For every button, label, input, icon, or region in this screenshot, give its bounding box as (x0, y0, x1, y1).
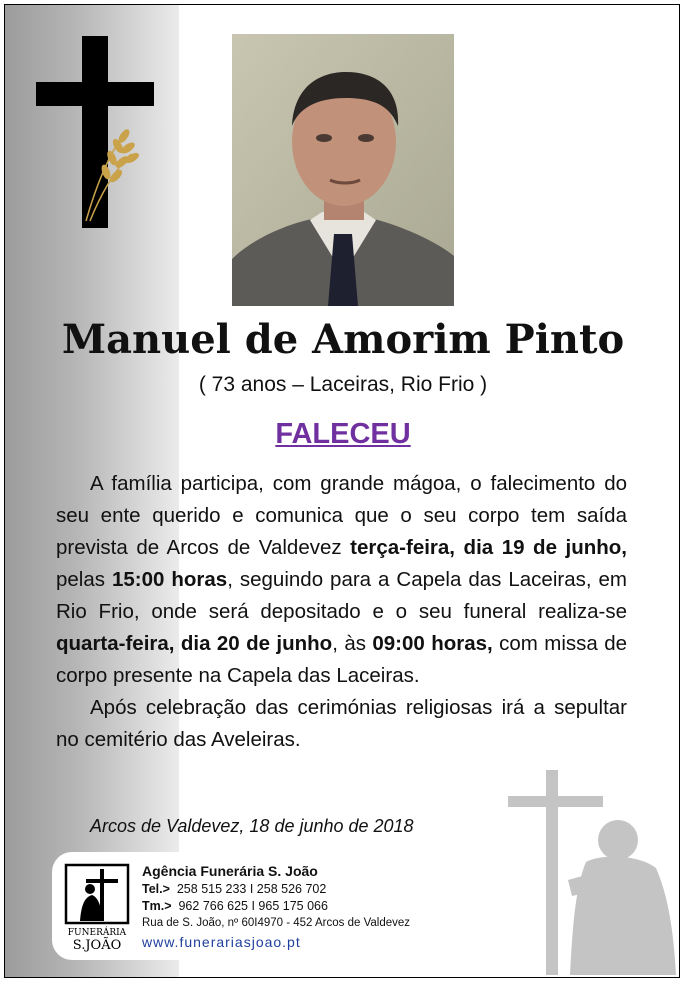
announcement-paragraph-2: Após celebração das cerimónias religiosas irá a sepultar no cemitério das Aveleiras. (56, 696, 627, 751)
agency-logo-word-1: FUNERÁRIA (67, 928, 127, 938)
deceased-name: Manuel de Amorim Pinto (61, 316, 625, 363)
agency-name: Agência Funerária S. João (142, 863, 318, 879)
date-line: Arcos de Valdevez, 18 de junho de 2018 (90, 816, 414, 836)
agency-tel: Tel.> 258 515 233 I 258 526 702 (142, 882, 327, 896)
portrait-photo (232, 34, 454, 306)
faleceu-heading: FALECEU (275, 418, 411, 450)
agency-address: Rua de S. João, nº 60I4970 - 452 Arcos de Valdevez (142, 917, 411, 929)
agency-website-link[interactable]: www.funerariasjoao.pt (142, 934, 301, 950)
agency-logo (64, 863, 130, 953)
agency-logo-word-2: S.JOÃO (72, 938, 122, 953)
announcement-paragraph-1: A família participa, com grande mágoa, o falecimento do seu ente querido e comunica que o seu corpo tem saída prevista de Arcos de Valdevez terça-feira, dia 19 de junho, pelas 15:00 horas, seguindo para a Capela das Laceiras, em Rio Frio, onde será depositado e o seu funeral realiza-se quarta-feira, dia 20 de junho, às 09:00 horas, com missa de corpo presente na Capela das Laceiras. (56, 472, 627, 687)
agency-info (142, 861, 410, 952)
cross-icon (36, 36, 154, 228)
announcement-text (56, 468, 627, 756)
cross-bearer-silhouette (508, 770, 678, 975)
age-location: ( 73 anos – Laceiras, Rio Frio ) (198, 373, 488, 396)
agency-mobile: Tm.> 962 766 625 I 965 175 066 (142, 899, 328, 913)
